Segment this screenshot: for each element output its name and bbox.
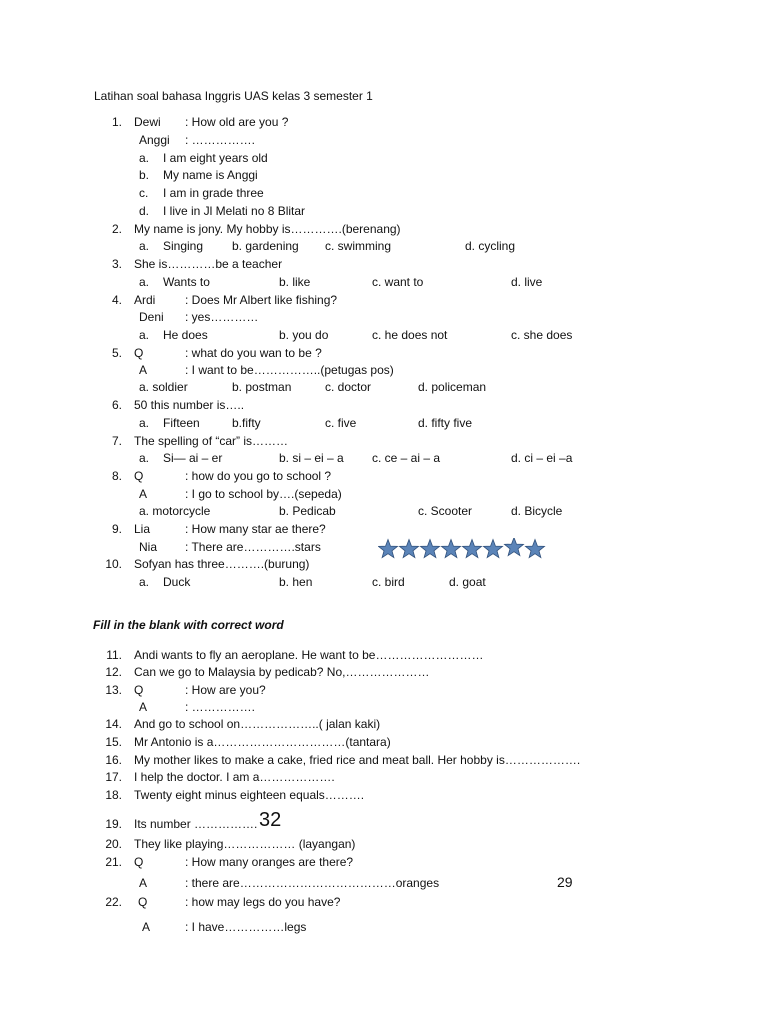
line-text: : ……………. [185, 700, 256, 714]
line-text: Anggi [139, 133, 170, 147]
question-number: 9. [111, 522, 122, 536]
question-number: 4. [111, 293, 122, 307]
line-text: b. Pedicab [279, 504, 336, 518]
line-text: d. fifty five [418, 416, 473, 430]
line-text: b. postman [232, 380, 292, 394]
line-text: Si— ai – er [163, 451, 223, 465]
line-text: : There are………….stars [185, 540, 321, 554]
question-number: 11. [106, 648, 122, 662]
line-text: c. bird [372, 575, 405, 589]
line-text: c. swimming [325, 239, 392, 253]
line-text: a. [139, 575, 150, 589]
line-text: Twenty eight minus eighteen equals………. [134, 788, 365, 802]
question-number: 6. [111, 398, 122, 412]
line-text: A [139, 876, 148, 890]
line-text: A [142, 920, 151, 934]
line-text: A [139, 700, 148, 714]
line-text: : How many star ae there? [185, 522, 326, 536]
line-text: Can we go to Malaysia by pedicab? No,………………… [134, 665, 430, 679]
line-text: : how do you go to school ? [185, 469, 332, 483]
line-text: I am in grade three [163, 186, 264, 200]
line-text: : I have……………legs [185, 920, 307, 934]
question-number: 10. [105, 557, 122, 571]
line-text: My name is jony. My hobby is………….(berenang) [134, 222, 401, 236]
star-icon [420, 540, 439, 558]
line-text: Deni [139, 310, 164, 324]
line-text: Duck [163, 575, 191, 589]
page-number: 29 [557, 874, 573, 890]
number-32: 32 [259, 809, 282, 831]
line-text: a. [139, 328, 150, 342]
line-text: A [139, 487, 148, 501]
line-text: : How old are you ? [185, 115, 289, 129]
line-text: c. she does [511, 328, 573, 342]
question-number: 21. [105, 855, 122, 869]
line-text: Sofyan has three……….(burung) [134, 557, 310, 571]
line-text: A [139, 363, 148, 377]
line-text: d. live [511, 275, 543, 289]
line-text: a. [139, 416, 150, 430]
line-text: My mother likes to make a cake, fried rice and meat ball. Her hobby is………………. [134, 753, 581, 767]
line-text: d. cycling [465, 239, 516, 253]
line-text: She is…………be a teacher [134, 257, 283, 271]
question-number: 17. [105, 770, 122, 784]
line-text: d. policeman [418, 380, 487, 394]
line-text: : I go to school by….(sepeda) [185, 487, 342, 501]
line-text: I live in Jl Melati no 8 Blitar [163, 204, 306, 218]
page-title: Latihan soal bahasa Inggris UAS kelas 3 semester 1 [94, 89, 373, 103]
question-number: 7. [111, 434, 122, 448]
line-text: c. Scooter [418, 504, 473, 518]
line-text: : how may legs do you have? [185, 895, 341, 909]
line-text: a. [139, 151, 150, 165]
line-text: They like playing……………… (layangan) [134, 837, 356, 851]
line-text: c. want to [372, 275, 424, 289]
line-text: d. Bicycle [511, 504, 563, 518]
question-number: 12. [105, 665, 122, 679]
line-text: Nia [139, 540, 158, 554]
line-text: c. ce – ai – a [372, 451, 441, 465]
question-number: 1. [111, 115, 122, 129]
line-text: : there are…………………………………oranges [185, 876, 440, 890]
star-icon [483, 540, 502, 558]
question-number: 8. [111, 469, 122, 483]
line-text: He does [163, 328, 208, 342]
question-number: 13. [105, 683, 122, 697]
line-text: Q [134, 469, 144, 483]
line-text: : I want to be……………..(petugas pos) [185, 363, 394, 377]
line-text: The spelling of “car” is……… [134, 434, 289, 448]
line-text: And go to school on………………..( jalan kaki) [134, 717, 381, 731]
stars-image [378, 538, 548, 560]
section-title: Fill in the blank with correct word [93, 618, 284, 632]
line-text: Ardi [134, 293, 156, 307]
line-text: d. ci – ei –a [511, 451, 573, 465]
line-text: : Does Mr Albert like fishing? [185, 293, 338, 307]
line-text: I am eight years old [163, 151, 268, 165]
line-text: Dewi [134, 115, 161, 129]
line-text: Q [134, 346, 144, 360]
line-text: b. [139, 168, 150, 182]
line-text: 50 this number is….. [134, 398, 245, 412]
line-text: a. [139, 275, 150, 289]
line-text: a. [139, 239, 150, 253]
question-number: 16. [105, 753, 122, 767]
line-text: a. motorcycle [139, 504, 211, 518]
question-number: 14. [105, 717, 122, 731]
line-text: Q [134, 855, 144, 869]
star-icon [462, 540, 481, 558]
line-text: Its number ……………. [134, 817, 258, 831]
line-text: Mr Antonio is a……………………………(tantara) [134, 735, 391, 749]
question-number: 15. [105, 735, 122, 749]
question-number: 3. [111, 257, 122, 271]
question-number: 19. [105, 817, 122, 831]
star-icon [525, 540, 544, 558]
line-text: b. si – ei – a [279, 451, 344, 465]
line-text: a. [139, 451, 150, 465]
line-text: b. hen [279, 575, 313, 589]
line-text: I help the doctor. I am a………………. [134, 770, 335, 784]
line-text: b. you do [279, 328, 329, 342]
star-icon [441, 540, 460, 558]
line-text: My name is Anggi [163, 168, 258, 182]
star-icon [399, 540, 418, 558]
line-text: b. like [279, 275, 311, 289]
line-text: : ……………. [185, 133, 256, 147]
line-text: b.fifty [232, 416, 261, 430]
line-text: d. [139, 204, 150, 218]
line-text: : what do you wan to be ? [185, 346, 322, 360]
line-text: c. five [325, 416, 357, 430]
line-text: Singing [163, 239, 204, 253]
question-number: 5. [111, 346, 122, 360]
line-text: Q [134, 683, 144, 697]
line-text: Q [138, 895, 148, 909]
line-text: Andi wants to fly an aeroplane. He want to be……………………… [134, 648, 484, 662]
line-text: Wants to [163, 275, 210, 289]
line-text: c. [139, 186, 149, 200]
question-number: 18. [105, 788, 122, 802]
question-number: 2. [111, 222, 122, 236]
line-text: c. he does not [372, 328, 448, 342]
line-text: Fifteen [163, 416, 200, 430]
star-icon [378, 540, 397, 558]
question-number: 20. [105, 837, 122, 851]
question-number: 22. [105, 895, 122, 909]
line-text: : yes………… [185, 310, 259, 324]
line-text: : How many oranges are there? [185, 855, 354, 869]
line-text: a. soldier [139, 380, 188, 394]
line-text: b. gardening [232, 239, 299, 253]
star-icon [504, 538, 523, 556]
line-text: Lia [134, 522, 151, 536]
line-text: c. doctor [325, 380, 372, 394]
line-text: : How are you? [185, 683, 266, 697]
line-text: d. goat [449, 575, 486, 589]
